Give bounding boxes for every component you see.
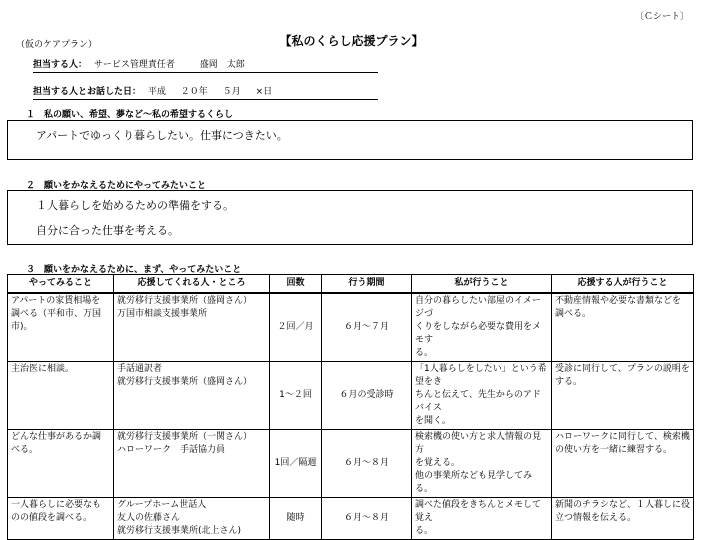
cell-period: ６月～７月: [322, 293, 412, 362]
person-in-charge-label: 担当する人：: [33, 60, 88, 70]
wish-text: アパートでゆっくり暮らしたい。仕事につきたい。: [36, 129, 288, 142]
cell-line: 友人の佐藤さん: [117, 513, 181, 523]
cell-task: [8, 430, 114, 498]
cell-line: 受診に同行して、プランの説明を: [555, 364, 690, 374]
header-supporters: 応援してくれる人・ところ: [114, 275, 270, 294]
cell-line: る。: [415, 526, 434, 536]
talk-date-label: 担当する人とお話した日：: [33, 87, 142, 97]
cell-line: する。: [555, 377, 583, 387]
section-2-title: ２ 願いをかなえるためにやってみたいこと: [26, 181, 207, 191]
cell-period: ６月の受診時: [322, 362, 412, 430]
action-plan-table: [7, 274, 694, 540]
cell-line: どんな仕事があるか調: [11, 432, 102, 442]
cell-line: 調べた値段をきちんとメモして覚え: [415, 500, 542, 523]
table-row: [8, 430, 694, 498]
cell-line: ちんと伝えて、先生からのアドバイス: [415, 390, 541, 413]
cell-line: ハローワーク 手話協力員: [117, 445, 226, 455]
header-supporter-action: 応援する人が行うこと: [552, 275, 694, 294]
cell-line: 就労移行支援事業所（盛岡さん）: [117, 296, 253, 306]
talk-date-year: ２０年: [180, 87, 208, 97]
cell-line: 立つ情報を伝える。: [555, 513, 637, 523]
cell-frequency: 1～２回: [270, 362, 322, 430]
cell-line: 就労移行支援事業所（一関さん）: [117, 432, 253, 442]
cell-line: くりをしながら必要な費用をメモす: [415, 322, 542, 345]
cell-my-action: [412, 362, 552, 430]
cell-supporter-action: [552, 362, 694, 430]
person-in-charge-role: サービス管理責任者: [93, 60, 175, 70]
wish-box: [7, 120, 693, 160]
header-my-action: 私が行うこと: [412, 275, 552, 294]
goals-box: [7, 190, 693, 245]
page-title: 【私のくらし応援プラン】: [279, 34, 424, 48]
cell-task: [8, 293, 114, 362]
cell-line: 検索機の使い方と求人情報の見方: [415, 432, 542, 455]
cell-supporters: [114, 430, 270, 498]
cell-line: 不動産情報や必要な書類などを: [555, 296, 682, 306]
cell-task: [8, 498, 114, 540]
header-task: やってみること: [8, 275, 114, 294]
cell-line: 市)。: [11, 322, 33, 332]
provisional-label: （仮のケアプラン）: [16, 40, 98, 50]
talk-date-field: [33, 86, 378, 100]
cell-task: [8, 362, 114, 430]
table-row: [8, 293, 694, 362]
talk-date-day: ×日: [255, 87, 273, 97]
cell-line: のの値段を調べる。: [11, 513, 93, 523]
header-frequency: 回数: [270, 275, 322, 294]
cell-line: グループホーム世話人: [117, 500, 207, 510]
cell-period: ６月～８月: [322, 498, 412, 540]
cell-frequency: ２回／月: [270, 293, 322, 362]
cell-supporters: [114, 293, 270, 362]
cell-supporter-action: [552, 430, 694, 498]
section-3-title: ３ 願いをかなえるために、まず、やってみたいこと: [26, 265, 242, 275]
cell-frequency: 随時: [270, 498, 322, 540]
table-row: [8, 498, 694, 540]
cell-line: 手話通訳者: [117, 364, 163, 374]
goal-line: １人暮らしを始めるための準備をする。: [36, 199, 234, 212]
cell-line: 主治医に相談。: [11, 364, 75, 374]
cell-line: べる。: [11, 445, 39, 455]
person-in-charge-name: 盛岡 太郎: [199, 60, 245, 70]
cell-line: の使い方を一緒に練習する。: [555, 445, 673, 455]
cell-supporter-action: [552, 293, 694, 362]
cell-line: ハローワークに同行して、検索機: [555, 432, 690, 442]
cell-line: 就労移行支援事業所（盛岡さん）: [117, 377, 253, 387]
cell-supporters: [114, 498, 270, 540]
cell-my-action: [412, 430, 552, 498]
talk-date-era: 平成: [147, 87, 166, 97]
cell-line: 調べる（平和市、万国: [11, 309, 102, 319]
cell-line: 他の事業所なども見学してみる。: [415, 471, 533, 494]
section-1-title: １ 私の願い、希望、夢など～私の希望するくらし: [26, 110, 234, 120]
cell-line: 新聞のチラシなど、１人暮しに役: [555, 500, 691, 510]
cell-line: 自分の暮らしたい部屋のイメージづ: [415, 296, 541, 319]
cell-line: る。: [415, 348, 434, 358]
talk-date-month: ５月: [222, 87, 241, 97]
cell-my-action: [412, 293, 552, 362]
cell-line: アパートの家賃相場を: [11, 296, 101, 306]
cell-line: 一人暮らしに必要なも: [11, 500, 102, 510]
header-period: 行う期間: [322, 275, 412, 294]
cell-line: 「1人暮らしをしたい」という希望をき: [415, 364, 547, 387]
cell-line: 万国市相談支援事業所: [117, 309, 208, 319]
table-header-row: [8, 275, 694, 294]
cell-supporters: [114, 362, 270, 430]
cell-supporter-action: [552, 498, 694, 540]
cell-line: を聞く。: [415, 416, 451, 426]
cell-line: を覚える。: [415, 458, 461, 468]
person-in-charge-field: [33, 59, 378, 73]
cell-line: 就労移行支援事業所(北上さん): [117, 526, 242, 536]
table-row: [8, 362, 694, 430]
cell-line: 調べる。: [555, 309, 592, 319]
cell-my-action: [412, 498, 552, 540]
cell-period: ６月～８月: [322, 430, 412, 498]
cell-frequency: 1回／隔週: [270, 430, 322, 498]
sheet-tag: 〔Ｃシート〕: [634, 12, 689, 22]
goal-line: 自分に合った仕事を考える。: [36, 224, 179, 237]
